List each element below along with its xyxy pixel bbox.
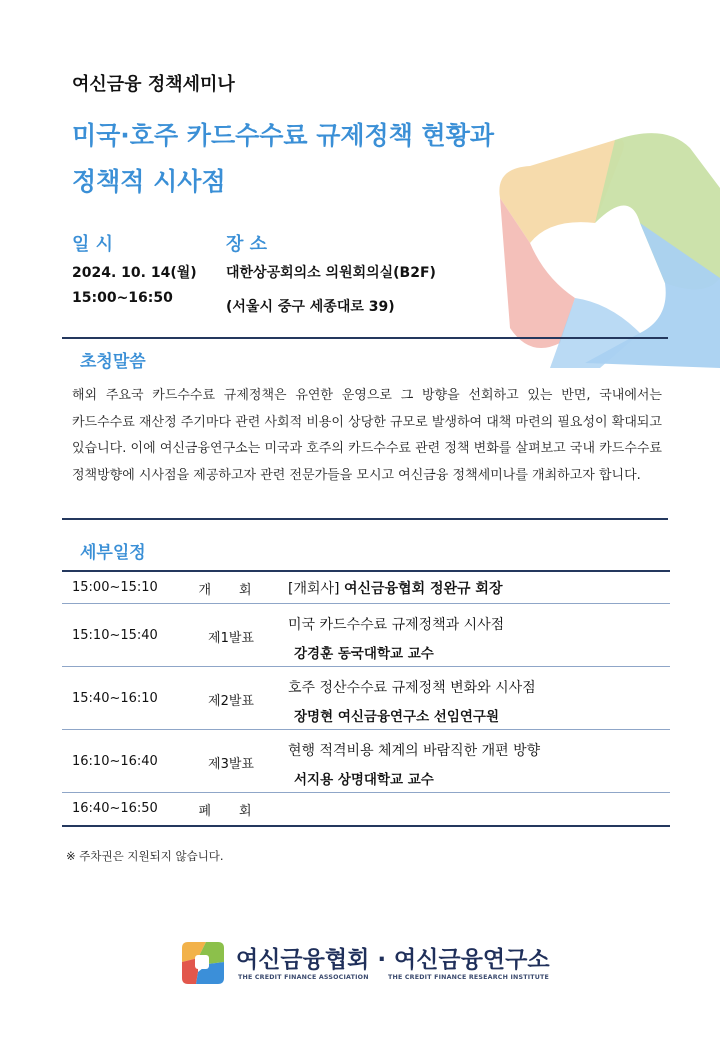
title-line-1: 미국·호주 카드수수료 규제정책 현황과: [72, 121, 495, 150]
schedule-title: 현행 적격비용 체계의 바람직한 개편 방향: [288, 743, 541, 759]
schedule-kind: 폐회: [198, 804, 280, 819]
schedule-table: [62, 570, 670, 827]
schedule-time: 16:10~16:40: [72, 754, 158, 769]
schedule-row-opening: [62, 572, 670, 604]
title-line-2: 정책적 시사점: [72, 167, 226, 196]
schedule-kind: 제1발표: [208, 631, 254, 646]
schedule-heading: 세부일정: [80, 543, 146, 563]
footer-org1-english: THE CREDIT FINANCE ASSOCIATION: [238, 974, 369, 981]
schedule-title: 미국 카드수수료 규제정책과 시사점: [288, 617, 505, 633]
event-time: 15:00~16:50: [72, 290, 173, 306]
schedule-time: 15:00~15:10: [72, 580, 158, 595]
schedule-row-talk-3: [62, 730, 670, 793]
schedule-time: 15:40~16:10: [72, 691, 158, 706]
schedule-kind: 제3발표: [208, 757, 254, 772]
parking-note: ※ 주차권은 지원되지 않습니다.: [66, 849, 224, 863]
divider-bottom: [62, 518, 668, 520]
event-address: (서울시 중구 세종대로 39): [226, 299, 395, 315]
schedule-speaker: 장명현 여신금융연구소 선임연구원: [294, 709, 500, 725]
schedule-row-talk-1: [62, 604, 670, 667]
schedule-time: 15:10~15:40: [72, 628, 158, 643]
schedule-time: 16:40~16:50: [72, 801, 158, 816]
event-date: 2024. 10. 14(월): [72, 265, 197, 281]
schedule-kind: 제2발표: [208, 694, 254, 709]
divider-top: [62, 337, 668, 339]
invitation-body: 해외 주요국 카드수수료 규제정책은 유연한 운영으로 그 방향을 선회하고 있는 반면, 국내에서는 카드수수료 재산정 주기마다 관련 사회적 비용이 상당한 규모로 발생하여 대책 마련의 필요성이 확대되고 있습니다. 이에 여신금융연구소는 미국과 호주의 카드수수료 관련 정책 변화를 살펴보고 국내 카드수수료 정책방향에 시사점을 제공하고자 관련 전문가들을 모시고 여신금융 정책세미나를 개최하고자 합니다.: [72, 388, 662, 483]
footer-org-names: 여신금융협회 · 여신금융연구소: [236, 947, 550, 973]
decorative-pinwheel-graphic: [490, 128, 720, 368]
page-title: [72, 113, 494, 205]
schedule-speaker: 강경훈 동국대학교 교수: [294, 646, 434, 662]
schedule-speaker: 서지용 상명대학교 교수: [294, 772, 434, 788]
schedule-title: 호주 정산수수료 규제정책 변화와 시사점: [288, 680, 536, 696]
schedule-row-closing: [62, 793, 670, 825]
schedule-title: 여신금융협회 정완규 회장: [343, 581, 503, 597]
schedule-row-talk-2: [62, 667, 670, 730]
seminar-subtitle: 여신금융 정책세미나: [72, 74, 235, 95]
schedule-kind: 개회: [198, 583, 280, 598]
event-place: 대한상공회의소 의원회의실(B2F): [226, 265, 436, 281]
date-label: 일 시: [72, 234, 114, 255]
credit-finance-logo-icon: [178, 938, 226, 986]
place-label: 장 소: [226, 234, 268, 255]
invitation-heading: 초청말씀: [80, 352, 146, 372]
schedule-content: [288, 578, 502, 598]
schedule-tag: [개회사]: [288, 581, 340, 597]
footer-org2-english: THE CREDIT FINANCE RESEARCH INSTITUTE: [388, 974, 550, 981]
